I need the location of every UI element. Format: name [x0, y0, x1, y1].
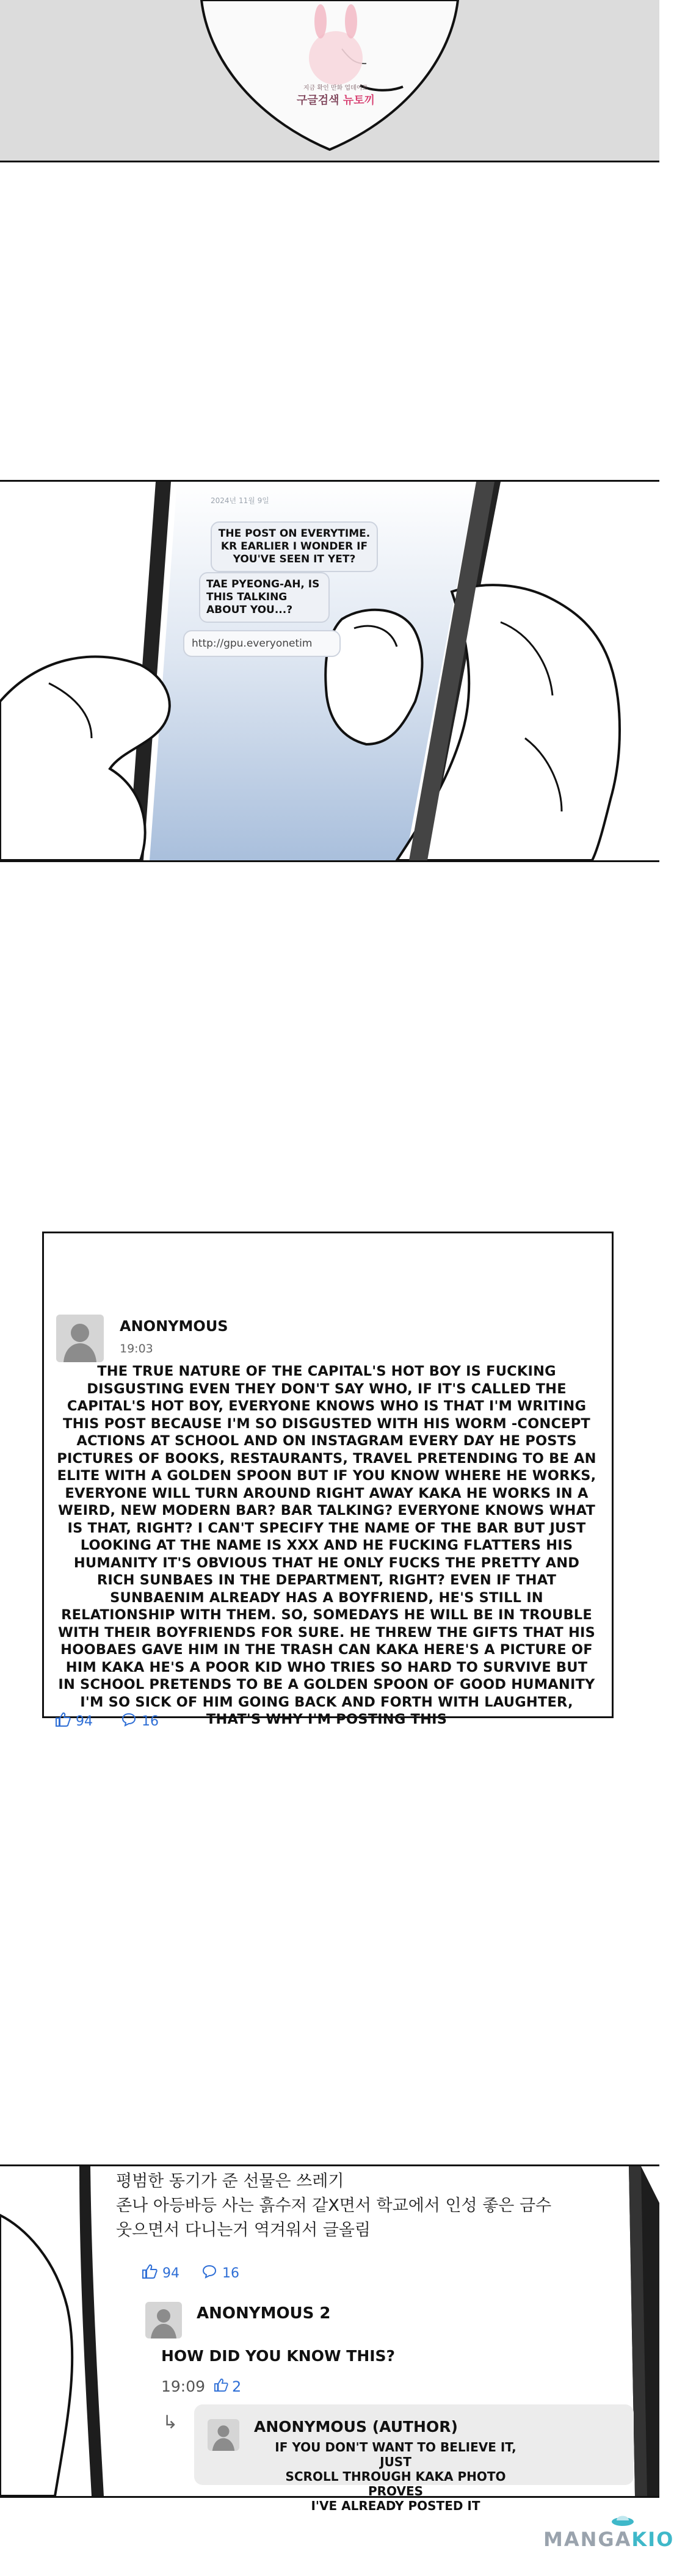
like-count: 2	[232, 2378, 242, 2395]
like-icon[interactable]	[214, 2378, 228, 2395]
panel-divider	[0, 161, 659, 162]
panel-phone	[0, 480, 659, 862]
phone-post-reactions	[142, 2264, 239, 2282]
ufo-icon	[611, 2509, 635, 2530]
comment-text: HOW DID YOU KNOW THIS?	[161, 2347, 396, 2365]
comment-count: 16	[222, 2265, 239, 2281]
default-avatar-icon	[56, 1315, 104, 1362]
post-body: THE TRUE NATURE OF THE CAPITAL'S HOT BOY IS FUCKING DISGUSTING EVEN THEY DON'T SAY WHO, IF IT'S CALLED THE CAPITAL'S HOT BOY, EVERYONE KNOWS WHO IS THAT I'M WRITING THIS POST BECAUSE I'M SO DISGUSTED WITH HIS WORM -CONCEPT ACTIONS AT SCHOOL AND ON INSTAGRAM EVERY DAY HE POSTS PICTURES OF BOOKS, RESTAURANTS, TRAVEL PRETENDING TO BE AN ELITE WITH A GOLDEN SPOON BUT IF YOU KNOW WHERE HE WORKS, EVERYONE WILL TURN AROUND RIGHT AWAY KAKA HE WORKS IN A WEIRD, NEW MODERN BAR? BAR TALKING? EVERYONE KNOWS WHAT IS THAT, RIGHT? I CAN'T SPECIFY THE NAME OF THE BAR BUT JUST LOOKING AT THE NAME IS XXX AND HE FUCKING FLATTERS HIS HUMANITY IT'S OBVIOUS THAT HE ONLY FUCKS THE PRETTY AND RICH SUNBAES IN THE DEPARTMENT, RIGHT? EVEN IF THAT SUNBAENIM ALREADY HAS A BOYFRIEND, HE'S STILL IN RELATIONSHIP WITH THEM. SO, SOMEDAYS HE WILL BE IN TROUBLE WITH THEIR BOYFRIENDS FOR SURE. HE THREW THE GIFTS THAT HIS HOOBAES GAVE HIM IN THE TRASH CAN KAKA HERE'S A PICTURE OF HIM KAKA HE'S A POOR KID WHO TRIES SO HARD TO SURVIVE BUT IN SCHOOL PRETENDS TO BE A GOLDEN SPOON OF GOOD HUMANITY I'M SO SICK OF HIM GOING BACK AND FORTH WITH LAUGHTER, THAT'S WHY I'M POSTING THIS	[57, 1363, 596, 1727]
watermark-line3: 뉴토끼	[342, 94, 375, 107]
watermark-newtoki	[284, 82, 388, 107]
chat-bubble-2: TAE PYEONG-AH, IS THIS TALKING ABOUT YOU...?	[199, 572, 330, 623]
post-author: ANONYMOUS	[120, 1318, 228, 1335]
avatar	[145, 2302, 182, 2338]
reply-box	[194, 2404, 634, 2513]
comment-likes	[214, 2378, 241, 2395]
comment-icon[interactable]	[121, 1712, 137, 1730]
like-icon[interactable]	[55, 1712, 71, 1730]
default-avatar-icon	[145, 2302, 182, 2338]
like-count: 94	[162, 2265, 179, 2281]
comment-time: 19:09	[161, 2378, 206, 2395]
panel-face	[0, 0, 659, 162]
chat-link[interactable]: http://gpu.everyonetim	[183, 630, 341, 657]
comment-author: ANONYMOUS 2	[197, 2304, 331, 2323]
face-illustration	[0, 0, 659, 162]
comment-icon[interactable]	[201, 2264, 217, 2282]
chat-bubble-1: THE POST ON EVERYTIME. KR EARLIER I WONDER IF YOU'VE SEEN IT YET?	[211, 521, 378, 572]
watermark-line1: 지금 확인 만화 업데이트	[303, 85, 369, 92]
post-card	[42, 1232, 614, 1729]
reply-text: IF YOU DON'T WANT TO BELIEVE IT, JUST SCROLL THROUGH KAKA PHOTO PROVES I'VE ALREADY POSTED IT	[275, 2440, 516, 2513]
watermark-line2: 구글검색	[296, 94, 339, 107]
post-korean-line-3: 웃으면서 다니는거 역겨워서 글올림	[116, 2221, 371, 2240]
post-korean-line-2: 존나 아등바등 사는 흙수저 같X면서 학교에서 인성 좋은 금수	[116, 2196, 552, 2215]
mangakio-logo: MANGAKIO	[543, 2528, 674, 2551]
comment-meta	[161, 2378, 241, 2395]
default-avatar-icon	[208, 2419, 239, 2451]
chat-header: 2024년 11월 9일	[211, 496, 269, 505]
like-icon[interactable]	[142, 2264, 158, 2282]
comment-count: 16	[142, 1713, 159, 1729]
post-time: 19:03	[120, 1342, 153, 1355]
like-count: 94	[76, 1713, 93, 1729]
avatar	[208, 2419, 239, 2451]
panel-comments	[0, 2164, 659, 2513]
reply-author: ANONYMOUS (AUTHOR)	[254, 2418, 458, 2436]
avatar	[56, 1315, 104, 1362]
post-reactions	[55, 1712, 159, 1730]
reply-arrow-icon: ↳	[162, 2412, 178, 2433]
post-korean-line-1: 평범한 동기가 준 선물은 쓰레기	[116, 2172, 344, 2191]
